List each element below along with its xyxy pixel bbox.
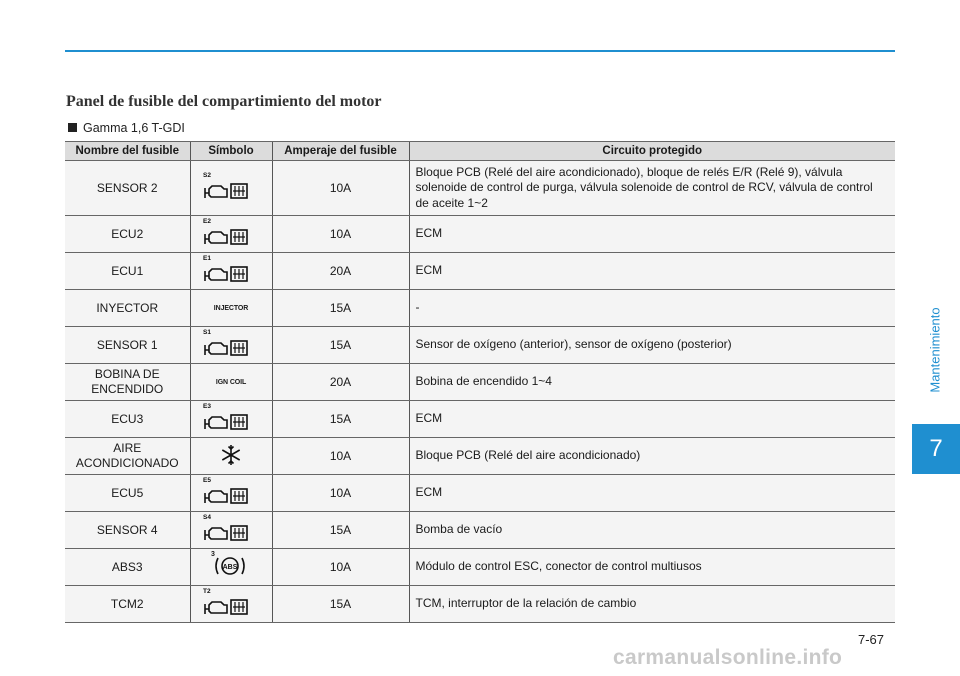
table-row (65, 161, 895, 216)
symbol-label: E3 (203, 403, 211, 410)
svg-text:ABS: ABS (222, 564, 238, 571)
table-row (65, 438, 895, 475)
fuse-amperage: 10A (272, 161, 409, 216)
fuse-symbol (190, 512, 272, 549)
table-row (65, 586, 895, 623)
page-title: Panel de fusible del compartimiento del motor (66, 93, 382, 110)
table-row (65, 253, 895, 290)
protected-circuit: Bobina de encendido 1~4 (409, 364, 895, 401)
engine-fuse-icon (201, 588, 261, 617)
fuse-symbol (190, 290, 272, 327)
fuse-amperage: 10A (272, 438, 409, 475)
table-header-row (65, 142, 895, 161)
engine-fuse-icon (201, 329, 261, 358)
header-fuse-name: Nombre del fusible (65, 142, 190, 161)
protected-circuit: Bloque PCB (Relé del aire acondicionado), bloque de relés E/R (Relé 9), válvula solenoide de control de purga, válvula solenoide de control de RCV, válvula de control de aceite 1~2 (409, 161, 895, 216)
subtitle-text: Gamma 1,6 T-GDI (83, 121, 185, 135)
symbol-text: INJECTOR (213, 304, 249, 312)
protected-circuit: Módulo de control ESC, conector de control multiusos (409, 549, 895, 586)
fuse-amperage: 10A (272, 549, 409, 586)
table-row (65, 549, 895, 586)
engine-fuse-icon (201, 255, 261, 284)
protected-circuit: - (409, 290, 895, 327)
symbol-label: E2 (203, 218, 211, 225)
fuse-amperage: 20A (272, 364, 409, 401)
symbol-text: IGN COIL (215, 378, 247, 386)
fuse-name: SENSOR 1 (65, 327, 190, 364)
protected-circuit: ECM (409, 401, 895, 438)
fuse-table (65, 141, 895, 623)
protected-circuit: ECM (409, 253, 895, 290)
protected-circuit: ECM (409, 216, 895, 253)
fuse-name: TCM2 (65, 586, 190, 623)
fuse-name: SENSOR 2 (65, 161, 190, 216)
fuse-name: AIRE ACONDICIONADO (65, 438, 190, 475)
fuse-name: INYECTOR (65, 290, 190, 327)
header-amperage: Amperaje del fusible (272, 142, 409, 161)
bullet-square-icon (68, 123, 77, 132)
table-row (65, 216, 895, 253)
symbol-label: E1 (203, 255, 211, 262)
fuse-symbol (190, 401, 272, 438)
abs-icon (201, 551, 261, 580)
symbol-label: S2 (203, 172, 211, 179)
fuse-amperage: 20A (272, 253, 409, 290)
symbol-label: T2 (203, 588, 211, 595)
protected-circuit: TCM, interruptor de la relación de cambio (409, 586, 895, 623)
fuse-name: ECU1 (65, 253, 190, 290)
fuse-symbol (190, 586, 272, 623)
symbol-label: S1 (203, 329, 211, 336)
fuse-symbol (190, 216, 272, 253)
fuse-symbol (190, 364, 272, 401)
fuse-amperage: 10A (272, 216, 409, 253)
table-row (65, 327, 895, 364)
header-circuit: Circuito protegido (409, 142, 895, 161)
chapter-tab: 7 (912, 424, 960, 474)
table-row (65, 290, 895, 327)
fuse-name: ECU3 (65, 401, 190, 438)
side-section-label (917, 270, 953, 430)
fuse-symbol (190, 549, 272, 586)
symbol-label: S4 (203, 514, 211, 521)
protected-circuit: Sensor de oxígeno (anterior), sensor de oxígeno (posterior) (409, 327, 895, 364)
fuse-amperage: 15A (272, 290, 409, 327)
table-row (65, 401, 895, 438)
watermark: carmanualsonline.info (613, 646, 843, 669)
symbol-label: E5 (203, 477, 211, 484)
fuse-name: SENSOR 4 (65, 512, 190, 549)
top-rule (65, 50, 895, 52)
fuse-amperage: 10A (272, 475, 409, 512)
side-section-label-text: Mantenimiento (927, 307, 943, 393)
fuse-name: ECU5 (65, 475, 190, 512)
fuse-symbol (190, 253, 272, 290)
fuse-amperage: 15A (272, 401, 409, 438)
protected-circuit: Bomba de vacío (409, 512, 895, 549)
fuse-amperage: 15A (272, 586, 409, 623)
engine-fuse-icon (201, 172, 261, 201)
engine-fuse-icon (201, 403, 261, 432)
engine-fuse-icon (201, 514, 261, 543)
fuse-symbol (190, 327, 272, 364)
table-row (65, 475, 895, 512)
subtitle (68, 121, 185, 135)
table-row (65, 364, 895, 401)
fuse-name: BOBINA DE ENCENDIDO (65, 364, 190, 401)
fuse-symbol (190, 438, 272, 475)
fuse-amperage: 15A (272, 512, 409, 549)
table-row (65, 512, 895, 549)
snowflake-icon (191, 444, 272, 469)
header-symbol: Símbolo (190, 142, 272, 161)
fuse-amperage: 15A (272, 327, 409, 364)
engine-fuse-icon (201, 218, 261, 247)
fuse-symbol (190, 475, 272, 512)
protected-circuit: ECM (409, 475, 895, 512)
fuse-name: ECU2 (65, 216, 190, 253)
page-number: 7-67 (858, 632, 885, 647)
protected-circuit: Bloque PCB (Relé del aire acondicionado) (409, 438, 895, 475)
fuse-symbol (190, 161, 272, 216)
symbol-label: 3 (211, 551, 215, 558)
fuse-name: ABS3 (65, 549, 190, 586)
engine-fuse-icon (201, 477, 261, 506)
